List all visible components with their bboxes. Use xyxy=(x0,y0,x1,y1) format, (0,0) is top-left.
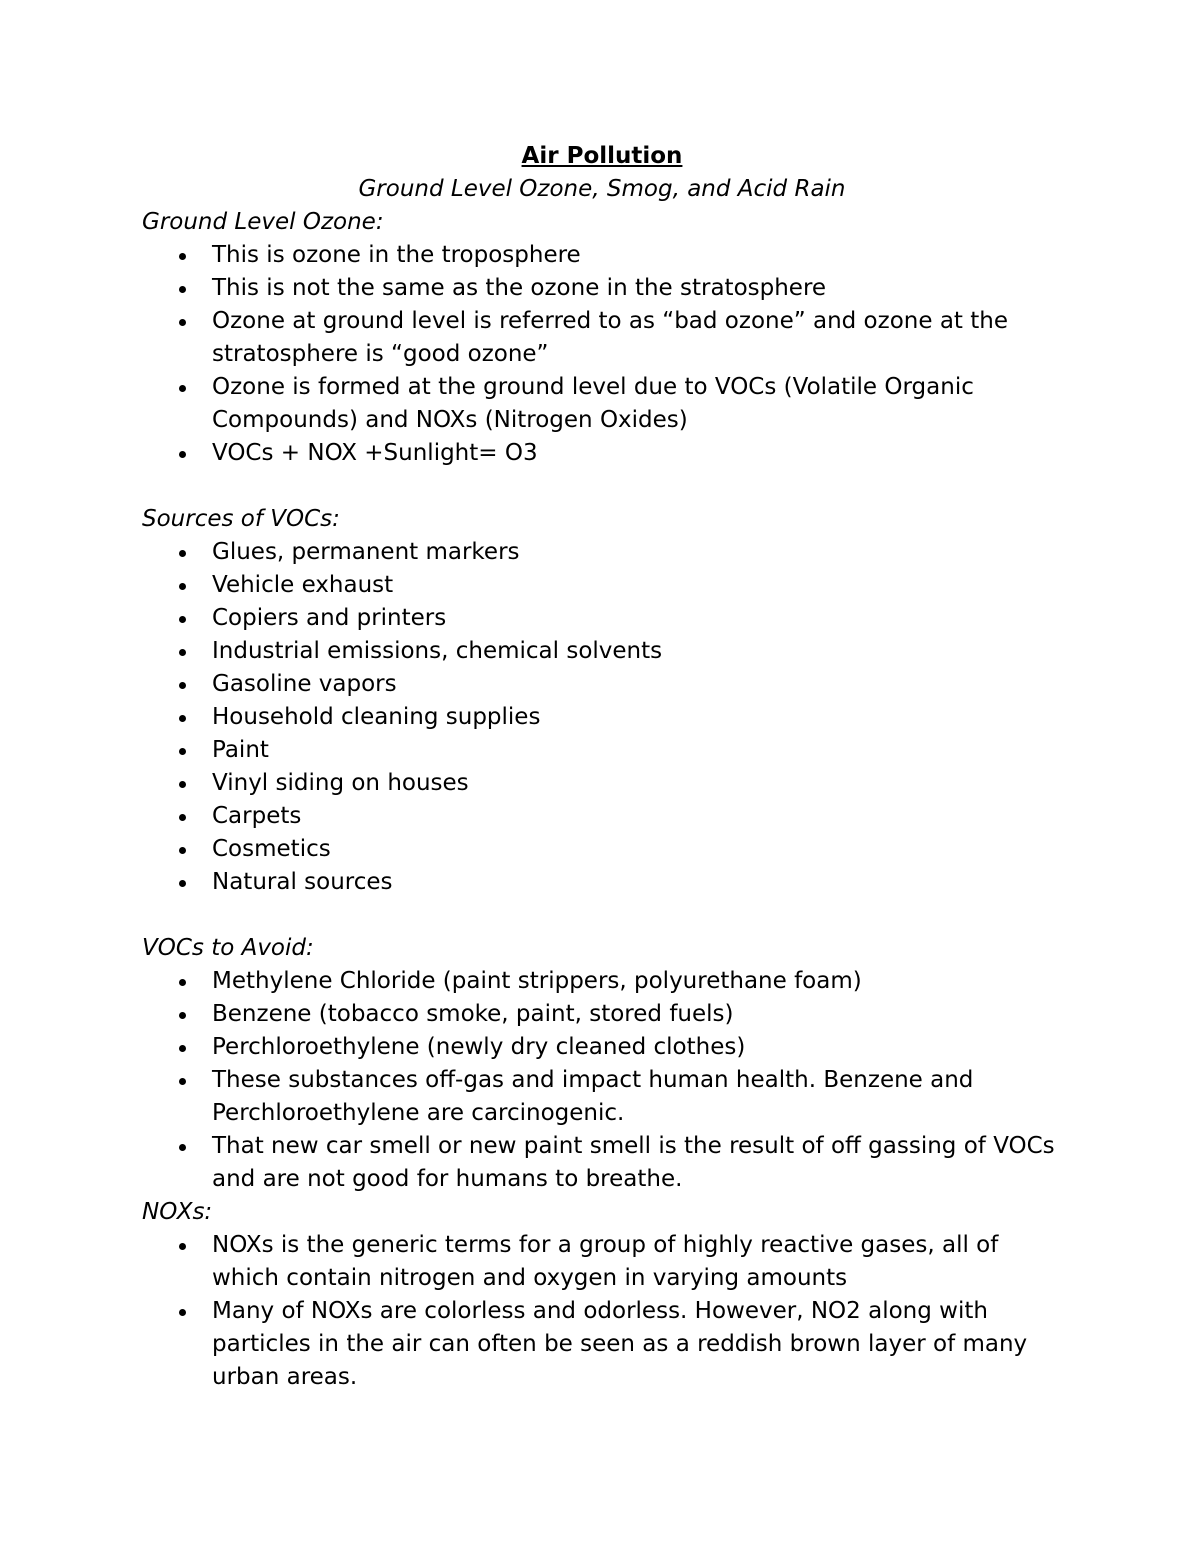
document-subtitle: Ground Level Ozone, Smog, and Acid Rain xyxy=(358,176,846,202)
bullet-list xyxy=(142,1229,1062,1394)
list-item: Cosmetics xyxy=(142,833,1062,866)
list-item: This is not the same as the ozone in the stratosphere xyxy=(142,272,1062,305)
bullet-list xyxy=(142,536,1062,899)
section-sources-of-vocs xyxy=(142,503,1062,899)
bullet-list xyxy=(142,965,1062,1196)
list-item: Household cleaning supplies xyxy=(142,701,1062,734)
list-item: Many of NOXs are colorless and odorless. However, NO2 along with particles in the air can often be seen as a reddish brown layer of many urban areas. xyxy=(142,1295,1062,1394)
section-heading: Ground Level Ozone: xyxy=(142,209,384,235)
list-item: Vehicle exhaust xyxy=(142,569,1062,602)
list-item: VOCs + NOX +Sunlight= O3 xyxy=(142,437,1062,470)
list-item: Ozone at ground level is referred to as “bad ozone” and ozone at the stratosphere is “good ozone” xyxy=(142,305,1062,371)
list-item: Industrial emissions, chemical solvents xyxy=(142,635,1062,668)
list-item: Gasoline vapors xyxy=(142,668,1062,701)
section-noxs xyxy=(142,1196,1062,1394)
list-item: Copiers and printers xyxy=(142,602,1062,635)
list-item: Perchloroethylene (newly dry cleaned clothes) xyxy=(142,1031,1062,1064)
list-item: This is ozone in the troposphere xyxy=(142,239,1062,272)
list-item: Methylene Chloride (paint strippers, polyurethane foam) xyxy=(142,965,1062,998)
bullet-list xyxy=(142,239,1062,470)
list-item: These substances off-gas and impact human health. Benzene and Perchloroethylene are carcinogenic. xyxy=(142,1064,1062,1130)
section-heading: VOCs to Avoid: xyxy=(142,935,314,961)
section-heading: Sources of VOCs: xyxy=(142,506,340,532)
list-item: Paint xyxy=(142,734,1062,767)
document-page xyxy=(142,140,1062,1394)
list-item: NOXs is the generic terms for a group of highly reactive gases, all of which contain nitrogen and oxygen in varying amounts xyxy=(142,1229,1062,1295)
blank-line xyxy=(142,470,1062,503)
section-heading: NOXs: xyxy=(142,1199,213,1225)
blank-line xyxy=(142,899,1062,932)
document-title: Air Pollution xyxy=(521,143,683,169)
list-item: That new car smell or new paint smell is the result of off gassing of VOCs and are not good for humans to breathe. xyxy=(142,1130,1062,1196)
list-item: Vinyl siding on houses xyxy=(142,767,1062,800)
section-ground-level-ozone xyxy=(142,206,1062,470)
list-item: Ozone is formed at the ground level due to VOCs (Volatile Organic Compounds) and NOXs (Nitrogen Oxides) xyxy=(142,371,1062,437)
list-item: Carpets xyxy=(142,800,1062,833)
section-vocs-to-avoid xyxy=(142,932,1062,1196)
list-item: Natural sources xyxy=(142,866,1062,899)
list-item: Glues, permanent markers xyxy=(142,536,1062,569)
list-item: Benzene (tobacco smoke, paint, stored fuels) xyxy=(142,998,1062,1031)
